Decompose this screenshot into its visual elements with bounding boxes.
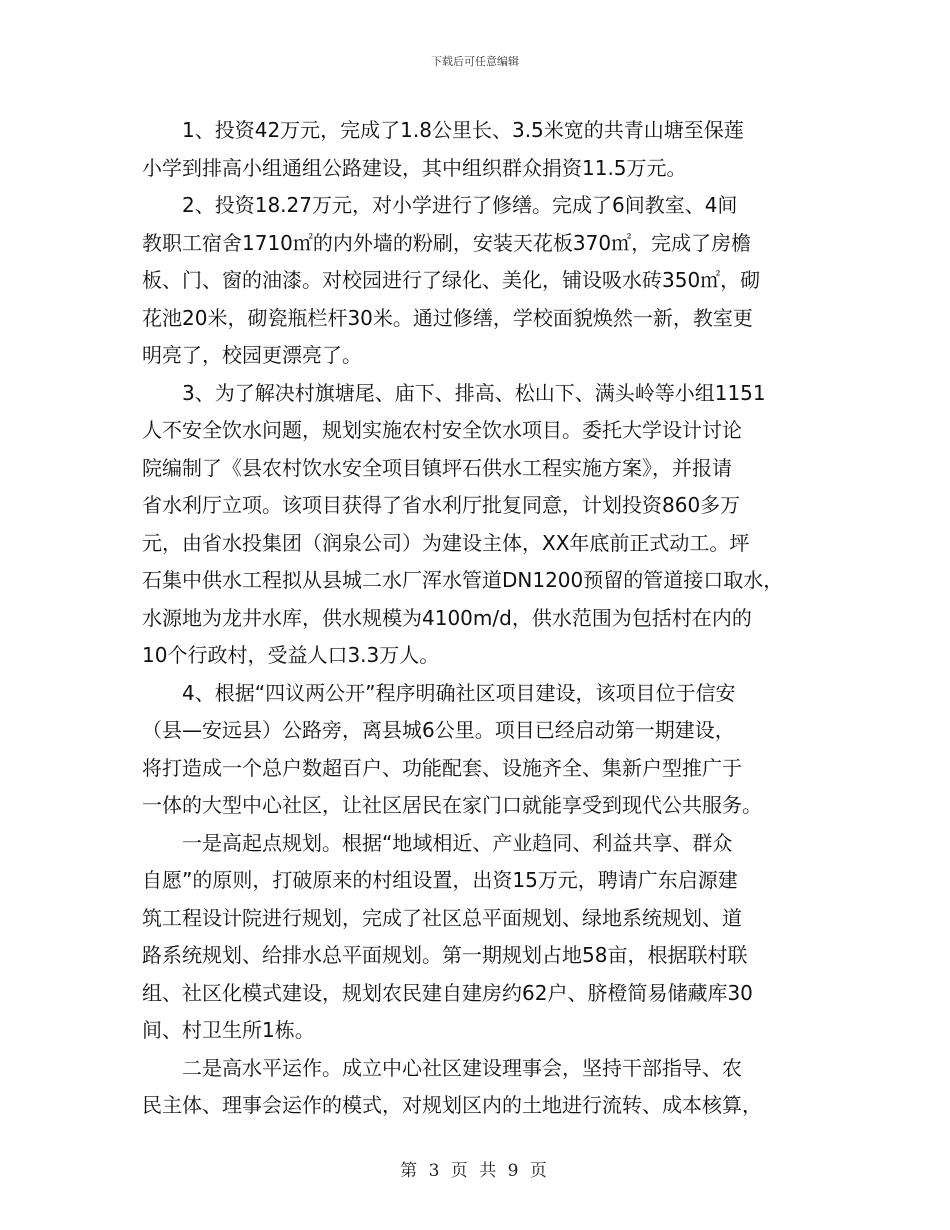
text-line: 1、投资42万元，完成了1.8公里长、3.5米宽的共青山塘至保莲 (142, 118, 744, 142)
text-line: 将打造成一个总户数超百户、功能配套、设施齐全、集新户型推广于 (142, 755, 742, 780)
paragraph (142, 1050, 812, 1125)
text-line: 一体的大型中心社区，让社区居民在家门口就能享受到现代公共服务。 (142, 793, 762, 817)
paragraph (142, 825, 812, 1050)
text-line: 明亮了，校园更漂亮了。 (142, 343, 362, 367)
text-line: 花池20米，砌瓷瓶栏杆30米。通过修缮，学校面貌焕然一新，教室更 (142, 305, 753, 330)
text-line: 间、村卫生所1栋。 (142, 1018, 315, 1042)
text-line: 人不安全饮水问题，规划实施农村安全饮水项目。委托大学设计讨论 (142, 418, 742, 442)
text-line: 3、为了解决村旗塘尾、庙下、排高、松山下、满头岭等小组1151 (142, 380, 766, 405)
text-line: 省水利厅立项。该项目获得了省水利厅批复同意，计划投资860多万 (142, 493, 741, 517)
paragraph (142, 112, 812, 187)
text-line: 小学到排高小组通组公路建设，其中组织群众捐资11.5万元。 (142, 155, 687, 180)
text-line: 二是高水平运作。成立中心社区建设理事会，坚持干部指导、农 (142, 1055, 742, 1080)
text-line: 板、门、窗的油漆。对校园进行了绿化、美化，铺设吸水砖350㎡，砌 (142, 268, 761, 292)
page-header: 下载后可任意编辑 (431, 55, 519, 68)
text-line: 自愿”的原则，打破原来的村组设置，出资15万元，聘请广东启源建 (142, 868, 738, 892)
text-line: 组、社区化模式建设，规划农民建自建房约62户、脐橙简易储藏库30 (142, 980, 753, 1005)
text-line: 元，由省水投集团（润泉公司）为建设主体，XX年底前正式动工。坪 (142, 530, 750, 555)
text-line: 石集中供水工程拟从县城二水厂浑水管道DN1200预留的管道接口取水， (142, 568, 784, 592)
text-line: 教职工宿舍1710㎡的内外墙的粉刷，安装天花板370㎡，完成了房檐 (142, 230, 752, 255)
document-body (142, 112, 812, 1125)
text-line: 2、投资18.27万元，对小学进行了修缮。完成了6间教室、4间 (142, 193, 738, 217)
page-footer: 第 3 页 共 9 页 (400, 1161, 550, 1181)
text-line: 一是高起点规划。根据“地域相近、产业趋同、利益共享、群众 (142, 830, 733, 855)
text-line: 院编制了《县农村饮水安全项目镇坪石供水工程实施方案》，并报请 (142, 455, 732, 480)
paragraph (142, 675, 812, 825)
paragraph (142, 375, 812, 675)
text-line: 民主体、理事会运作的模式，对规划区内的土地进行流转、成本核算， (142, 1093, 762, 1117)
text-line: 筑工程设计院进行规划，完成了社区总平面规划、绿地系统规划、道 (142, 905, 742, 930)
text-line: （县—安远县）公路旁，离县城6公里。项目已经启动第一期建设， (142, 718, 735, 742)
text-line: 水源地为龙井水库，供水规模为4100m/d，供水范围为包括村在内的 (142, 605, 752, 630)
text-line: 路系统规划、给排水总平面规划。第一期规划占地58亩，根据联村联 (142, 943, 748, 967)
text-line: 10个行政村，受益人口3.3万人。 (142, 643, 440, 667)
paragraph (142, 187, 812, 375)
text-line: 4、根据“四议两公开”程序明确社区项目建设，该项目位于信安 (142, 680, 736, 705)
